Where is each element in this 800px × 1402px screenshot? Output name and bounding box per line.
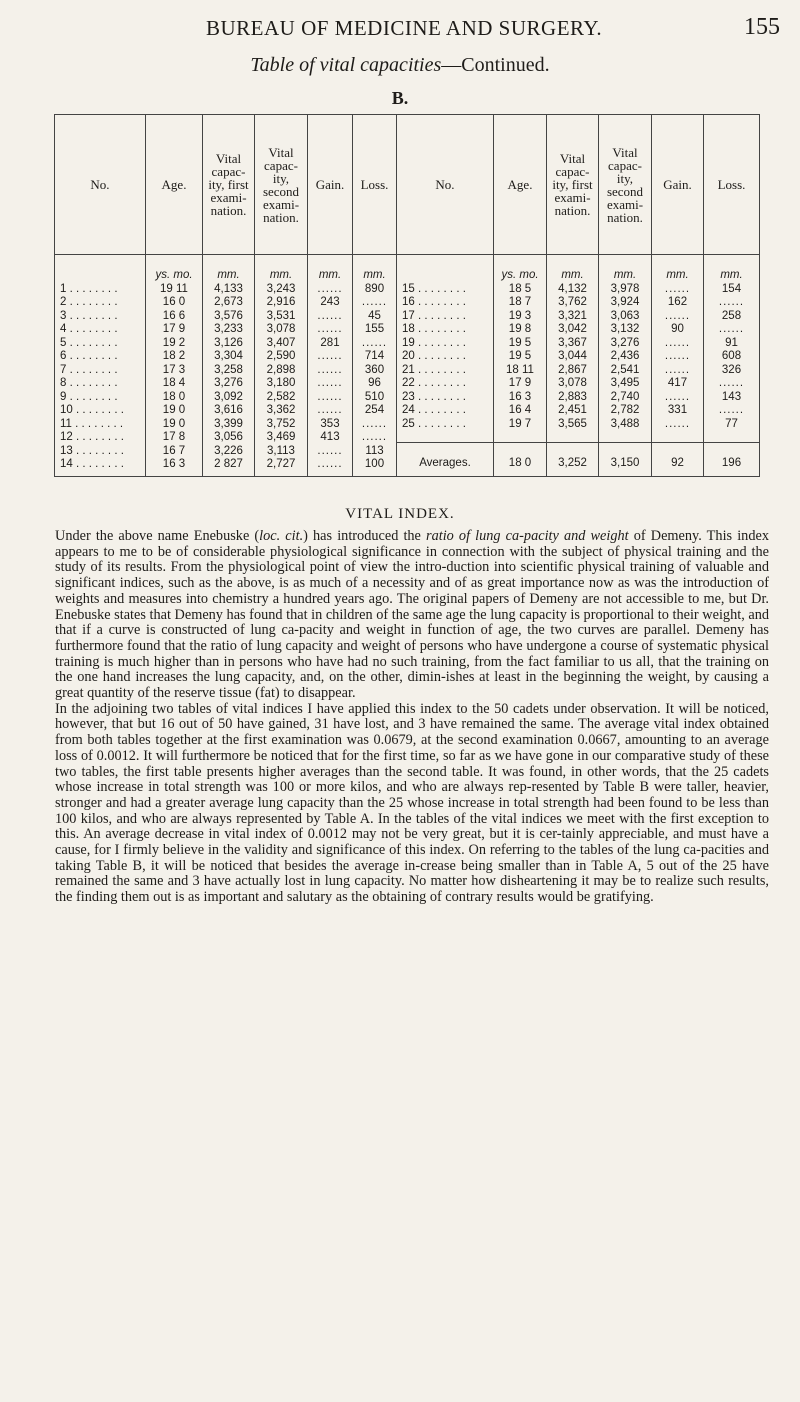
table-cell: 2,740: [610, 390, 640, 403]
vital-index-heading: VITAL INDEX.: [345, 506, 455, 522]
table-cell: 331: [667, 404, 688, 416]
table-cell: 77: [725, 417, 738, 430]
table-cell: 3,304: [214, 350, 243, 362]
table-cell: 3,078: [558, 377, 587, 389]
col-header-second: Vital capac-ity, second exami-nation.: [255, 115, 308, 255]
averages-gain: 92: [652, 442, 704, 476]
unit-label: mm.: [318, 269, 342, 281]
table-cell: ......: [317, 444, 343, 457]
col-header-no-right: No.: [397, 115, 494, 255]
table-cell: ......: [664, 350, 691, 362]
right-first-col: [547, 255, 599, 443]
table-cell: 3 . . . . . . . .: [60, 309, 118, 322]
table-cell: 2 . . . . . . . .: [60, 296, 118, 308]
table-cell: 143: [721, 390, 742, 403]
table-cell: 45: [368, 309, 381, 322]
left-second-col: [255, 255, 308, 477]
averages-age: 18 0: [494, 442, 547, 476]
table-cell: ......: [718, 296, 745, 308]
table-cell: 3,616: [214, 404, 243, 416]
table-cell: 15 . . . . . . . .: [402, 282, 466, 295]
table-cell: 12 . . . . . . . .: [60, 431, 124, 443]
table-cell: 2,727: [266, 458, 296, 470]
table-cell: 3,469: [266, 431, 296, 443]
table-body-row: [55, 255, 760, 443]
table-cell: 3,056: [214, 431, 243, 443]
table-cell: ......: [317, 404, 343, 416]
table-cell: ......: [361, 296, 388, 308]
left-gain-col: [308, 255, 353, 477]
table-cell: ......: [361, 431, 388, 443]
table-cell: 3,092: [214, 390, 243, 403]
table-header-row: [55, 115, 760, 255]
page-number: 155: [744, 14, 780, 40]
table-cell: 3,276: [610, 336, 640, 349]
table-cell: 243: [320, 296, 340, 308]
table-cell: 3,226: [214, 444, 243, 457]
right-loss-col: [704, 255, 760, 443]
table-cell: 19 11: [160, 282, 188, 295]
left-no-col: [55, 255, 146, 477]
table-cell: 714: [364, 350, 385, 362]
table-cell: 4 . . . . . . . .: [60, 323, 118, 335]
table-cell: 3,576: [214, 309, 243, 322]
table-cell: 17 . . . . . . . .: [402, 309, 466, 322]
table-cell: 3,126: [214, 336, 243, 349]
col-header-second-right: Vital capac-ity, second exami-nation.: [599, 115, 652, 255]
right-age-col: [494, 255, 547, 443]
table-cell: ......: [664, 390, 691, 403]
table-cell: 19 . . . . . . . .: [402, 336, 466, 349]
p1-part-c: of Demeny. This index appears to me to be of considerable physiological significance in connection with the subject of physical training and the study of its results. From the physiological point of view the intro-duction into scientific physical training of valuable and significant indices, such as the above, is as much of a necessity and of as great importance now as was the introduction of weights and measures into chemistry a hundred years ago. The original papers of Demeny are not accessible to me, but Dr. Enebuske states that Demeny has found that in children of the same age the lung capacity is proportional to their weight, and that if a curve is constructed of lung ca-pacity and weight in function of age, the two curves are parallel. Demeny has furthermore found that the ratio of lung capacity and weight of persons who have undergone a course of systematic physical training is much higher than in persons who have had no such training, from the fact familiar to us all, that the training on the one hand increases the lung capacity, and, on the other, dimin-ishes at least in the beginning the weight, by causing a great quantity of the reserve tissue (fat) to disappear.: [55, 528, 769, 702]
table-cell: 3,276: [214, 377, 243, 389]
table-cell: 25 . . . . . . . .: [402, 417, 466, 430]
table-cell: 360: [364, 363, 385, 376]
caption-italic: Table of vital capacities: [250, 54, 442, 76]
left-first-col: [203, 255, 255, 477]
unit-label: mm.: [217, 269, 240, 281]
table-cell: ......: [718, 323, 745, 335]
col-header-loss-right: Loss.: [704, 115, 760, 255]
table-cell: 4,132: [558, 282, 587, 295]
right-no-col: [397, 255, 494, 443]
table-cell: 18 . . . . . . . .: [402, 323, 466, 335]
right-gain-col: [652, 255, 704, 443]
table-cell: 2,916: [266, 296, 296, 308]
table-cell: 890: [364, 282, 385, 295]
running-head: [0, 14, 800, 44]
table-cell: 13 . . . . . . . .: [60, 444, 124, 457]
p1-part-a: Under the above name Enebuske (: [55, 528, 260, 544]
col-header-gain-right: Gain.: [652, 115, 704, 255]
table-cell: 155: [364, 323, 385, 335]
table-cell: 16 3: [162, 458, 186, 470]
table-cell: ......: [317, 282, 343, 295]
table-cell: 17 9: [162, 323, 186, 335]
table-cell: ......: [317, 309, 343, 322]
table-cell: 19 0: [162, 417, 186, 430]
paragraph-1: [55, 529, 769, 702]
table-cell: ......: [361, 417, 388, 430]
unit-label: ys. mo.: [501, 269, 539, 281]
averages-loss: 196: [704, 442, 760, 476]
table-cell: 3,495: [610, 377, 640, 389]
table-cell: 16 . . . . . . . .: [402, 296, 466, 308]
p1-loc-cit: loc. cit.: [259, 528, 304, 544]
caption-rest: —Continued.: [441, 54, 550, 76]
table-cell: 326: [721, 363, 742, 376]
table-cell: 14 . . . . . . . .: [60, 458, 124, 470]
table-cell: ......: [317, 323, 343, 335]
table-cell: 2,451: [558, 404, 587, 416]
table-cell: 281: [320, 336, 340, 349]
p1-ratio-term: ratio of lung ca-pacity and weight: [426, 528, 629, 544]
unit-label: mm.: [269, 269, 293, 281]
table-cell: 2,541: [610, 363, 640, 376]
table-cell: 16 7: [162, 444, 186, 457]
table-cell: 18 4: [162, 377, 186, 389]
table-cell: 19 5: [508, 336, 532, 349]
table-cell: 22 . . . . . . . .: [402, 377, 466, 389]
table-cell: 3,399: [214, 417, 243, 430]
table-cell: 100: [364, 458, 385, 470]
vital-index-text: [55, 529, 769, 906]
table-cell: 18 0: [162, 390, 186, 403]
table-cell: 3,924: [610, 296, 640, 308]
table-cell: 2,582: [266, 390, 296, 403]
table-cell: 18 2: [162, 350, 186, 362]
table-cell: 21 . . . . . . . .: [402, 363, 466, 376]
table-cell: 11 . . . . . . . .: [60, 417, 124, 430]
unit-label: mm.: [363, 269, 386, 281]
table-cell: 2,898: [266, 363, 296, 376]
table-cell: 8 . . . . . . . .: [60, 377, 118, 389]
table-cell: 16 3: [508, 390, 532, 403]
right-second-col: [599, 255, 652, 443]
table-cell: 23 . . . . . . . .: [402, 390, 466, 403]
table-cell: 3,063: [610, 309, 640, 322]
averages-first: 3,252: [547, 442, 599, 476]
table-cell: 162: [667, 296, 688, 308]
table-cell: 16 0: [162, 296, 186, 308]
unit-label: mm.: [666, 269, 689, 281]
table-cell: 5 . . . . . . . .: [60, 336, 118, 349]
table-cell: ......: [664, 417, 691, 430]
table-cell: 2 827: [214, 458, 243, 470]
table-cell: 3,044: [558, 350, 587, 362]
table-cell: 2,883: [558, 390, 587, 403]
col-header-loss: Loss.: [353, 115, 397, 255]
table-cell: 3,978: [610, 282, 640, 295]
col-header-no: No.: [55, 115, 146, 255]
table-cell: 3,752: [266, 417, 296, 430]
table-cell: 18 5: [508, 282, 532, 295]
table-cell: 3,531: [266, 309, 296, 322]
table-cell: 91: [725, 336, 738, 349]
table-cell: 3,258: [214, 363, 243, 376]
table-cell: 19 0: [162, 404, 186, 416]
table-cell: 3,407: [266, 336, 296, 349]
unit-label: ys. mo.: [155, 269, 193, 281]
unit-label: mm.: [720, 269, 743, 281]
table-cell: 353: [320, 417, 340, 430]
table-cell: 16 4: [508, 404, 532, 416]
table-cell: 3,488: [610, 417, 640, 430]
averages-second: 3,150: [599, 442, 652, 476]
vital-capacity-table: [54, 114, 760, 477]
table-cell: 3,113: [267, 444, 295, 457]
table-cell: ......: [361, 336, 388, 349]
table-cell: 90: [671, 323, 684, 335]
table-cell: ......: [317, 377, 343, 389]
table-cell: 4,133: [214, 282, 243, 295]
table-cell: 19 3: [508, 309, 532, 322]
table-cell: 17 9: [508, 377, 532, 389]
col-header-age: Age.: [146, 115, 203, 255]
table-cell: 3,762: [558, 296, 587, 308]
table-cell: ......: [718, 404, 745, 416]
table-cell: 20 . . . . . . . .: [402, 350, 466, 362]
table-cell: 3,233: [214, 323, 243, 335]
running-head-title: BUREAU OF MEDICINE AND SURGERY.: [206, 16, 603, 40]
table-cell: ......: [664, 282, 691, 295]
left-loss-col: [353, 255, 397, 477]
table-cell: 3,132: [610, 323, 640, 335]
col-header-age-right: Age.: [494, 115, 547, 255]
table-cell: 113: [365, 444, 384, 457]
table-cell: 18 11: [506, 363, 534, 376]
table-cell: 18 7: [508, 296, 532, 308]
col-header-first: Vital capac-ity, first exami-nation.: [203, 115, 255, 255]
unit-label: mm.: [561, 269, 584, 281]
table-cell: 3,042: [558, 323, 587, 335]
table-cell: 19 7: [508, 417, 532, 430]
table-cell: 16 6: [162, 309, 186, 322]
table-cell: 10 . . . . . . . .: [60, 404, 124, 416]
table-cell: 17 8: [162, 431, 186, 443]
paragraph-2: In the adjoining two tables of vital indices I have applied this index to the 50 cadets under observation. It will be noticed, however, that but 16 out of 50 have gained, 31 have lost, and 3 have remained the same. The average vital index obtained from both tables together at the first examination was 0.0679, at the second examination 0.0667, amounting to an average loss of 0.0012. It will furthermore be noticed that for the first time, so far as we have gone in our comparative study of these two tables, the first table presents higher averages than the second table. It was found, in other words, that the 25 cadets whose increase in total strength was 100 or more kilos, and who are always rep-resented by Table B were taller, heavier, stronger and had a greater average lung capacity than the 25 whose increase in total strength had been found to be less than 100 kilos, and who are always represented by Table A. In the tables of the vital indices we meet with the first exception to this. An average decrease in vital index of 0.0012 may not be very great, but it is cer-tainly appreciable, and must have a cause, for I firmly believe in the validity and significance of this index. On referring to the tables of the lung ca-pacities and taking Table B, it will be noticed that besides the average in-crease being smaller than in Table A, 5 out of the 25 have remained the same and 3 have actually lost in lung capacity. No matter how disheartening it may be to realize such results, the finding them out is as important and salutary as the obtaining of contrary results would be gratifying.: [55, 700, 769, 906]
col-header-gain: Gain.: [308, 115, 353, 255]
unit-label: mm.: [613, 269, 637, 281]
table-cell: ......: [317, 390, 343, 403]
left-age-col: [146, 255, 203, 477]
table-cell: 19 5: [508, 350, 532, 362]
table-cell: 2,673: [214, 296, 243, 308]
table-caption: [0, 54, 800, 77]
table-cell: 7 . . . . . . . .: [60, 363, 118, 376]
table-cell: 2,436: [610, 350, 640, 362]
table-cell: 3,565: [558, 417, 587, 430]
table-cell: ......: [317, 363, 343, 376]
table-cell: 3,321: [558, 309, 587, 322]
col-header-first-right: Vital capac-ity, first exami-nation.: [547, 115, 599, 255]
table-cell: 608: [721, 350, 742, 362]
table-cell: 258: [721, 309, 742, 322]
p1-part-b: ) has introduced the: [303, 528, 427, 544]
table-cell: ......: [317, 458, 343, 470]
table-cell: 3,078: [266, 323, 296, 335]
table-cell: 2,782: [610, 404, 640, 416]
table-cell: 1 . . . . . . . .: [60, 282, 118, 295]
table-cell: 19 8: [508, 323, 532, 335]
table-cell: ......: [664, 336, 691, 349]
table-cell: 9 . . . . . . . .: [60, 390, 118, 403]
table-cell: 2,867: [558, 363, 587, 376]
table-cell: 154: [721, 282, 742, 295]
table-cell: 2,590: [266, 350, 296, 362]
table-cell: ......: [664, 309, 691, 322]
table-cell: ......: [317, 350, 343, 362]
table-cell: 6 . . . . . . . .: [60, 350, 118, 362]
table-cell: 3,362: [266, 404, 296, 416]
table-cell: 24 . . . . . . . .: [402, 404, 466, 416]
table-cell: 413: [320, 431, 340, 443]
table-cell: 19 2: [162, 336, 186, 349]
table-cell: 3,180: [266, 377, 296, 389]
table-cell: 510: [364, 390, 385, 403]
table-cell: 417: [667, 377, 688, 389]
table-cell: ......: [664, 363, 691, 376]
table-cell: 96: [368, 377, 381, 389]
averages-label: Averages.: [397, 442, 494, 476]
table-cell: 3,367: [558, 336, 587, 349]
table-section-letter: B.: [391, 88, 409, 108]
table-cell: 254: [364, 404, 385, 416]
table-cell: ......: [718, 377, 745, 389]
table-cell: 17 3: [162, 363, 186, 376]
table-cell: 3,243: [266, 282, 296, 295]
